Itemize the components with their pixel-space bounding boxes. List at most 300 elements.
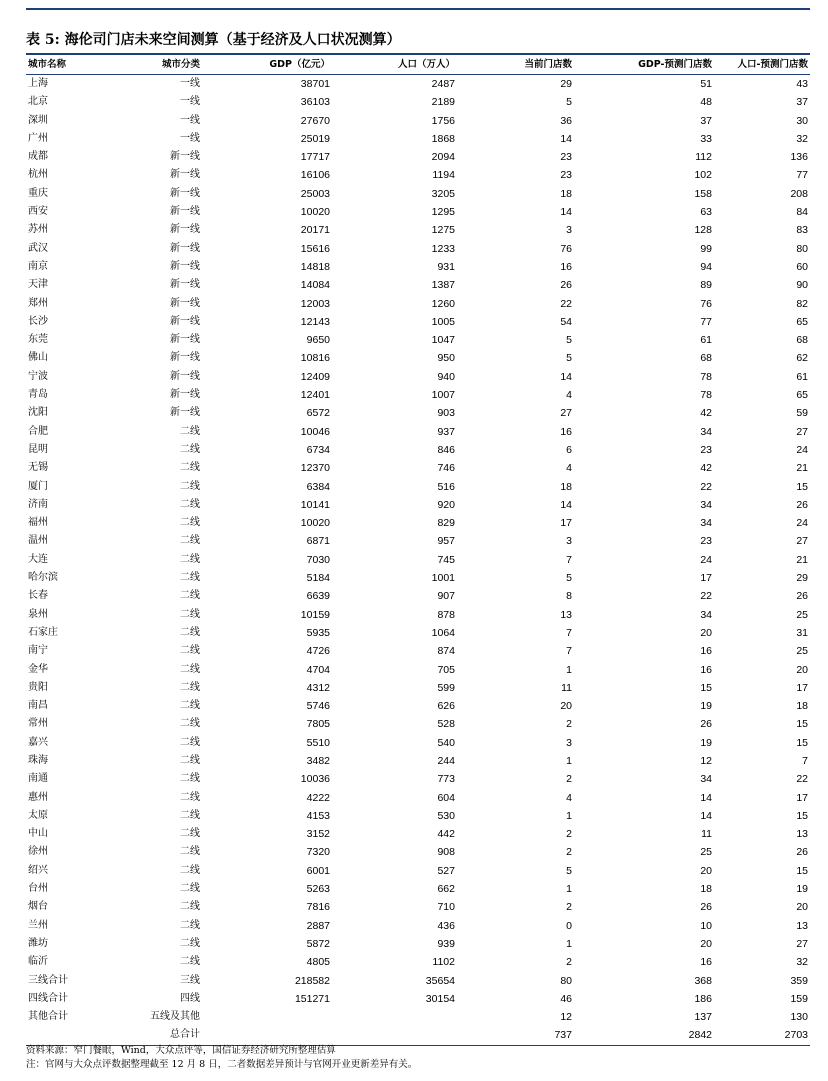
cell-city: 绍兴: [28, 864, 48, 876]
cell-current-stores: 80: [560, 974, 572, 987]
cell-tier: 新一线: [170, 315, 200, 327]
cell-tier: 新一线: [170, 151, 200, 163]
cell-population-forecast: 21: [796, 462, 808, 475]
top-rule: [26, 8, 810, 10]
cell-city: 合肥: [28, 425, 48, 437]
cell-current-stores: 4: [566, 791, 572, 804]
cell-tier: 新一线: [170, 389, 200, 401]
cell-population: 1387: [431, 279, 455, 292]
cell-population-forecast: 20: [796, 901, 808, 914]
cell-population-forecast: 130: [790, 1011, 808, 1024]
cell-gdp: 4312: [306, 681, 330, 694]
cell-gdp-forecast: 63: [700, 206, 712, 219]
cell-gdp-forecast: 128: [694, 224, 712, 237]
cell-city: 珠海: [28, 754, 48, 766]
cell-population-forecast: 18: [796, 700, 808, 713]
table-row: [26, 532, 810, 550]
cell-tier: 一线: [180, 78, 200, 89]
cell-gdp: 2887: [306, 919, 330, 932]
cell-gdp: [202, 1026, 332, 1045]
cell-population: 2189: [431, 96, 455, 109]
header-city: 城市名称: [26, 56, 126, 75]
cell-tier: 二线: [180, 937, 200, 949]
cell-city: 深圳: [28, 114, 48, 126]
cell-gdp-forecast: 34: [700, 608, 712, 621]
cell-population-forecast: 61: [796, 370, 808, 383]
cell-population-forecast: 13: [796, 828, 808, 841]
cell-tier: 二线: [180, 700, 200, 712]
cell-population-forecast: 32: [796, 132, 808, 145]
cell-tier: 二线: [180, 535, 200, 547]
table-title: 表 5: 海伦司门店未来空间测算（基于经济及人口状况测算）: [26, 32, 401, 48]
cell-population: 1001: [431, 572, 455, 585]
cell-current-stores: 4: [566, 462, 572, 475]
table-row: [26, 587, 810, 605]
cell-gdp-forecast: 19: [700, 700, 712, 713]
cell-population: 1260: [431, 297, 455, 310]
cell-population: 244: [437, 754, 455, 767]
table-row: [26, 569, 810, 587]
table-row: [26, 130, 810, 148]
cell-city: 四线合计: [28, 992, 68, 1004]
cell-city: 温州: [28, 535, 48, 547]
cell-gdp-forecast: 158: [694, 187, 712, 200]
cell-gdp: 7030: [306, 553, 330, 566]
cell-gdp: 3152: [306, 828, 330, 841]
cell-gdp: 9650: [306, 334, 330, 347]
cell-city: 天津: [28, 279, 48, 291]
cell-city: 武汉: [28, 242, 48, 254]
cell-gdp: 5263: [306, 883, 330, 896]
cell-tier: 二线: [180, 901, 200, 913]
cell-gdp: 7816: [306, 901, 330, 914]
header-current-stores: 当前门店数: [457, 56, 574, 75]
cell-population: 957: [437, 535, 455, 548]
cell-gdp: 10036: [300, 773, 330, 786]
cell-gdp: 16106: [300, 169, 330, 182]
cell-city: 惠州: [28, 791, 48, 803]
cell-tier: 五线及其他: [150, 1011, 200, 1023]
cell-population-forecast: 21: [796, 553, 808, 566]
cell-population: 528: [437, 718, 455, 731]
cell-current-stores: 2: [566, 773, 572, 786]
cell-current-stores: 8: [566, 590, 572, 603]
cell-population: 442: [437, 828, 455, 841]
cell-gdp: [202, 1008, 332, 1026]
cell-gdp: 3482: [306, 754, 330, 767]
cell-gdp-forecast: 102: [694, 169, 712, 182]
cell-current-stores: 22: [560, 297, 572, 310]
cell-current-stores: 14: [560, 498, 572, 511]
cell-gdp: 10141: [300, 498, 330, 511]
table-row: [26, 1008, 810, 1026]
cell-population: 940: [437, 370, 455, 383]
cell-tier: 二线: [180, 498, 200, 510]
cell-population: 931: [437, 260, 455, 273]
cell-city: 中山: [28, 828, 48, 840]
cell-gdp: 10159: [300, 608, 330, 621]
cell-tier: 二线: [180, 718, 200, 730]
cell-population: 846: [437, 443, 455, 456]
cell-population-forecast: 27: [796, 425, 808, 438]
cell-tier: 二线: [180, 553, 200, 565]
header-gdp: GDP（亿元）: [202, 56, 332, 75]
cell-population-forecast: 22: [796, 773, 808, 786]
cell-current-stores: 29: [560, 78, 572, 90]
cell-tier: 二线: [180, 663, 200, 675]
cell-tier: 一线: [180, 96, 200, 108]
cell-population: 1233: [431, 242, 455, 255]
cell-city: 宁波: [28, 370, 48, 382]
cell-tier: 二线: [180, 791, 200, 803]
cell-current-stores: 2: [566, 901, 572, 914]
cell-city: 哈尔滨: [28, 572, 58, 584]
cell-population-forecast: 27: [796, 937, 808, 950]
cell-gdp-forecast: 137: [694, 1011, 712, 1024]
cell-population-forecast: 20: [796, 663, 808, 676]
cell-gdp: 25003: [300, 187, 330, 200]
table-row: [26, 715, 810, 733]
cell-gdp-forecast: 20: [700, 626, 712, 639]
cell-gdp: 20171: [300, 224, 330, 237]
cell-current-stores: 36: [560, 114, 572, 127]
cell-gdp: 6734: [306, 443, 330, 456]
cell-tier: 二线: [180, 773, 200, 785]
cell-gdp: 6871: [306, 535, 330, 548]
cell-population-forecast: 80: [796, 242, 808, 255]
cell-population: 1102: [432, 956, 455, 969]
table-row: [26, 679, 810, 697]
cell-city: 长春: [28, 590, 48, 602]
cell-current-stores: 1: [566, 754, 572, 767]
cell-gdp-forecast: 76: [700, 297, 712, 310]
cell-city: 昆明: [28, 443, 48, 455]
cell-current-stores: 14: [560, 370, 572, 383]
cell-current-stores: 2: [566, 718, 572, 731]
cell-gdp: 6572: [306, 407, 330, 420]
cell-gdp: 5872: [306, 937, 330, 950]
header-row: [26, 56, 810, 75]
cell-current-stores: 6: [566, 443, 572, 456]
cell-tier: 二线: [180, 828, 200, 840]
table-row: [26, 917, 810, 935]
cell-gdp: 151271: [294, 992, 330, 1005]
cell-city: 三线合计: [28, 974, 68, 986]
cell-gdp-forecast: 16: [700, 956, 712, 969]
table-row: [26, 697, 810, 715]
cell-city: 东莞: [28, 334, 48, 346]
cell-population-forecast: 7: [802, 754, 808, 767]
cell-tier: 二线: [180, 919, 200, 931]
cell-gdp: 10046: [300, 425, 330, 438]
cell-population: 599: [437, 681, 455, 694]
footnote: 注：官网与大众点评数据整理截至 12 月 8 日，二者数据差异预计与官网开业更新差异有关。: [26, 1059, 418, 1070]
title-rule: [26, 53, 810, 55]
cell-gdp: 10020: [300, 206, 330, 219]
cell-gdp-forecast: 34: [700, 498, 712, 511]
cell-tier: 二线: [180, 480, 200, 492]
cell-gdp-forecast: 34: [700, 517, 712, 530]
cell-city: 佛山: [28, 352, 48, 364]
cell-population-forecast: 159: [790, 992, 808, 1005]
cell-current-stores: 5: [566, 864, 572, 877]
table-row: [26, 313, 810, 331]
table-row: [26, 441, 810, 459]
cell-population-forecast: 2703: [714, 1026, 810, 1045]
cell-population-forecast: 13: [796, 919, 808, 932]
cell-gdp-forecast: 2842: [574, 1026, 714, 1045]
cell-gdp: 6639: [306, 590, 330, 603]
cell-current-stores: 0: [566, 919, 572, 932]
cell-population: 878: [437, 608, 455, 621]
cell-tier: 新一线: [170, 297, 200, 309]
cell-gdp-forecast: 99: [700, 242, 712, 255]
cell-population-forecast: 83: [796, 224, 808, 237]
cell-tier: 二线: [180, 883, 200, 895]
cell-tier: 新一线: [170, 206, 200, 218]
cell-current-stores: 23: [560, 169, 572, 182]
header-gdp-forecast: GDP-预测门店数: [574, 56, 714, 75]
cell-city: 福州: [28, 517, 48, 529]
cell-current-stores: 5: [566, 572, 572, 585]
cell-tier: 新一线: [170, 334, 200, 346]
cell-tier: 二线: [180, 462, 200, 474]
table-row: [26, 843, 810, 861]
cell-current-stores: 5: [566, 352, 572, 365]
table-row: [26, 276, 810, 294]
cell-population: 746: [437, 462, 455, 475]
cell-population-forecast: 59: [796, 407, 808, 420]
cell-city: 沈阳: [28, 407, 48, 419]
table-row: [26, 423, 810, 441]
table-row: [26, 770, 810, 788]
cell-city: 广州: [28, 132, 48, 144]
cell-gdp-forecast: 78: [700, 389, 712, 402]
table-row: [26, 404, 810, 422]
cell-population-forecast: 208: [790, 187, 808, 200]
cell-gdp: 4704: [306, 663, 330, 676]
cell-gdp: 6384: [306, 480, 330, 493]
cell-gdp: 5746: [306, 700, 330, 713]
cell-city: 厦门: [28, 480, 48, 492]
cell-tier: 二线: [180, 572, 200, 584]
cell-city: 上海: [28, 78, 48, 89]
cell-gdp-forecast: 16: [700, 663, 712, 676]
cell-population: 540: [437, 736, 455, 749]
cell-city: 苏州: [28, 224, 48, 236]
cell-gdp: 10816: [300, 352, 330, 365]
cell-tier: 二线: [180, 608, 200, 620]
cell-tier: 二线: [180, 864, 200, 876]
cell-current-stores: 17: [560, 517, 572, 530]
cell-population-forecast: 25: [796, 608, 808, 621]
cell-gdp-forecast: 37: [700, 114, 712, 127]
table-row: [26, 551, 810, 569]
cell-current-stores: 5: [566, 334, 572, 347]
cell-population: 527: [437, 864, 455, 877]
cell-population: 436: [437, 919, 455, 932]
cell-population: 829: [437, 517, 455, 530]
notes: [26, 1044, 810, 1072]
cell-current-stores: 3: [566, 535, 572, 548]
cell-population: 3205: [431, 187, 455, 200]
cell-tier: 新一线: [170, 260, 200, 272]
cell-population-forecast: 68: [796, 334, 808, 347]
cell-gdp: 12409: [300, 370, 330, 383]
cell-tier: 二线: [180, 681, 200, 693]
cell-population-forecast: 26: [796, 846, 808, 859]
cell-city: 郑州: [28, 297, 48, 309]
cell-tier: 新一线: [170, 352, 200, 364]
cell-population: 874: [437, 645, 455, 658]
table-row: [26, 148, 810, 166]
cell-gdp-forecast: 25: [700, 846, 712, 859]
cell-current-stores: 27: [560, 407, 572, 420]
cell-population-forecast: 62: [796, 352, 808, 365]
cell-current-stores: 14: [560, 132, 572, 145]
cell-population: 903: [437, 407, 455, 420]
cell-tier: 二线: [180, 443, 200, 455]
table-row: [26, 624, 810, 642]
table-row: [26, 203, 810, 221]
cell-population-forecast: 84: [796, 206, 808, 219]
table-row: [26, 496, 810, 514]
cell-tier: 新一线: [170, 279, 200, 291]
cell-city: 嘉兴: [28, 736, 48, 748]
cell-current-stores: 46: [560, 992, 572, 1005]
cell-population-forecast: 19: [796, 883, 808, 896]
cell-city: 北京: [28, 96, 48, 108]
cell-gdp: 7805: [306, 718, 330, 731]
cell-city: 青岛: [28, 389, 48, 401]
cell-gdp-forecast: 10: [700, 919, 712, 932]
table-row: [26, 258, 810, 276]
cell-current-stores: 1: [566, 809, 572, 822]
table-row: [26, 368, 810, 386]
cell-tier: 二线: [180, 590, 200, 602]
cell-gdp-forecast: 18: [700, 883, 712, 896]
cell-current-stores: 1: [566, 883, 572, 896]
cell-population: 2094: [431, 151, 455, 164]
cell-tier: 新一线: [170, 169, 200, 181]
cell-population: 710: [437, 901, 455, 914]
cell-population: 1005: [431, 315, 455, 328]
cell-city: 贵阳: [28, 681, 48, 693]
cell-gdp-forecast: 15: [700, 681, 712, 694]
cell-population-forecast: 29: [796, 572, 808, 585]
header-population: 人口（万人）: [332, 56, 457, 75]
cell-current-stores: 1: [566, 937, 572, 950]
cell-population-forecast: 37: [796, 96, 808, 109]
cell-gdp-forecast: 12: [700, 754, 712, 767]
cell-population-forecast: 24: [796, 443, 808, 456]
cell-population: 1007: [431, 389, 455, 402]
cell-population: 662: [437, 883, 455, 896]
cell-current-stores: 1: [566, 663, 572, 676]
cell-population: [332, 1008, 457, 1026]
cell-gdp: 17717: [300, 151, 330, 164]
cell-city: 常州: [28, 718, 48, 730]
cell-gdp-forecast: 34: [700, 773, 712, 786]
cell-current-stores: 11: [561, 681, 572, 694]
cell-gdp-forecast: 14: [700, 809, 712, 822]
cell-tier: 二线: [180, 809, 200, 821]
table-row: [26, 661, 810, 679]
cell-city: [26, 1026, 126, 1045]
cell-population-forecast: 30: [796, 114, 808, 127]
cell-population-forecast: 26: [796, 498, 808, 511]
cell-population-forecast: 15: [796, 480, 808, 493]
cell-current-stores: 13: [560, 608, 572, 621]
cell-current-stores: 737: [457, 1026, 574, 1045]
cell-gdp-forecast: 112: [695, 151, 712, 164]
header-tier: 城市分类: [126, 56, 202, 75]
cell-gdp: 12401: [300, 389, 330, 402]
cell-gdp: 5510: [306, 736, 330, 749]
cell-gdp-forecast: 94: [700, 260, 712, 273]
table-row: [26, 112, 810, 130]
cell-tier: 二线: [180, 645, 200, 657]
cell-current-stores: 16: [560, 260, 572, 273]
cell-city: 长沙: [28, 315, 48, 327]
cell-current-stores: 18: [560, 480, 572, 493]
cell-population: 1275: [431, 224, 455, 237]
cell-population-forecast: 27: [796, 535, 808, 548]
cell-population-forecast: 82: [796, 297, 808, 310]
cell-population: [332, 1026, 457, 1045]
table-row: [26, 898, 810, 916]
cell-gdp-forecast: 17: [700, 572, 712, 585]
table-row: [26, 752, 810, 770]
cell-gdp: 4222: [306, 791, 330, 804]
table-row: [26, 789, 810, 807]
cell-tier: 二线: [180, 425, 200, 437]
cell-city: 石家庄: [28, 626, 58, 638]
cell-gdp-forecast: 16: [700, 645, 712, 658]
cell-tier: 二线: [180, 754, 200, 766]
cell-gdp: 5935: [306, 626, 330, 639]
cell-tier: 二线: [180, 956, 200, 968]
cell-gdp: 218582: [294, 974, 330, 987]
table-row: [26, 990, 810, 1008]
cell-city: 泉州: [28, 608, 48, 620]
cell-current-stores: 76: [560, 242, 572, 255]
cell-city: 南宁: [28, 645, 48, 657]
cell-gdp: 27670: [300, 114, 330, 127]
cell-gdp-forecast: 14: [700, 791, 712, 804]
cell-population-forecast: 25: [796, 645, 808, 658]
cell-tier: 新一线: [170, 370, 200, 382]
cell-tier: 二线: [180, 517, 200, 529]
cell-gdp-forecast: 26: [700, 718, 712, 731]
cell-population-forecast: 15: [796, 736, 808, 749]
table-row: [26, 1026, 810, 1045]
cell-tier: 新一线: [170, 407, 200, 419]
cell-population-forecast: 24: [796, 517, 808, 530]
cell-gdp-forecast: 61: [700, 334, 712, 347]
cell-tier: 新一线: [170, 224, 200, 236]
cell-population: 35654: [425, 974, 455, 987]
cell-tier: 二线: [180, 626, 200, 638]
cell-population: 920: [437, 498, 455, 511]
cell-current-stores: 20: [560, 700, 572, 713]
cell-population-forecast: 32: [796, 956, 808, 969]
header-population-forecast: 人口-预测门店数: [714, 56, 810, 75]
cell-gdp-forecast: 186: [694, 992, 712, 1005]
cell-population-forecast: 15: [796, 864, 808, 877]
cell-gdp: 36103: [300, 96, 330, 109]
table-row: [26, 935, 810, 953]
